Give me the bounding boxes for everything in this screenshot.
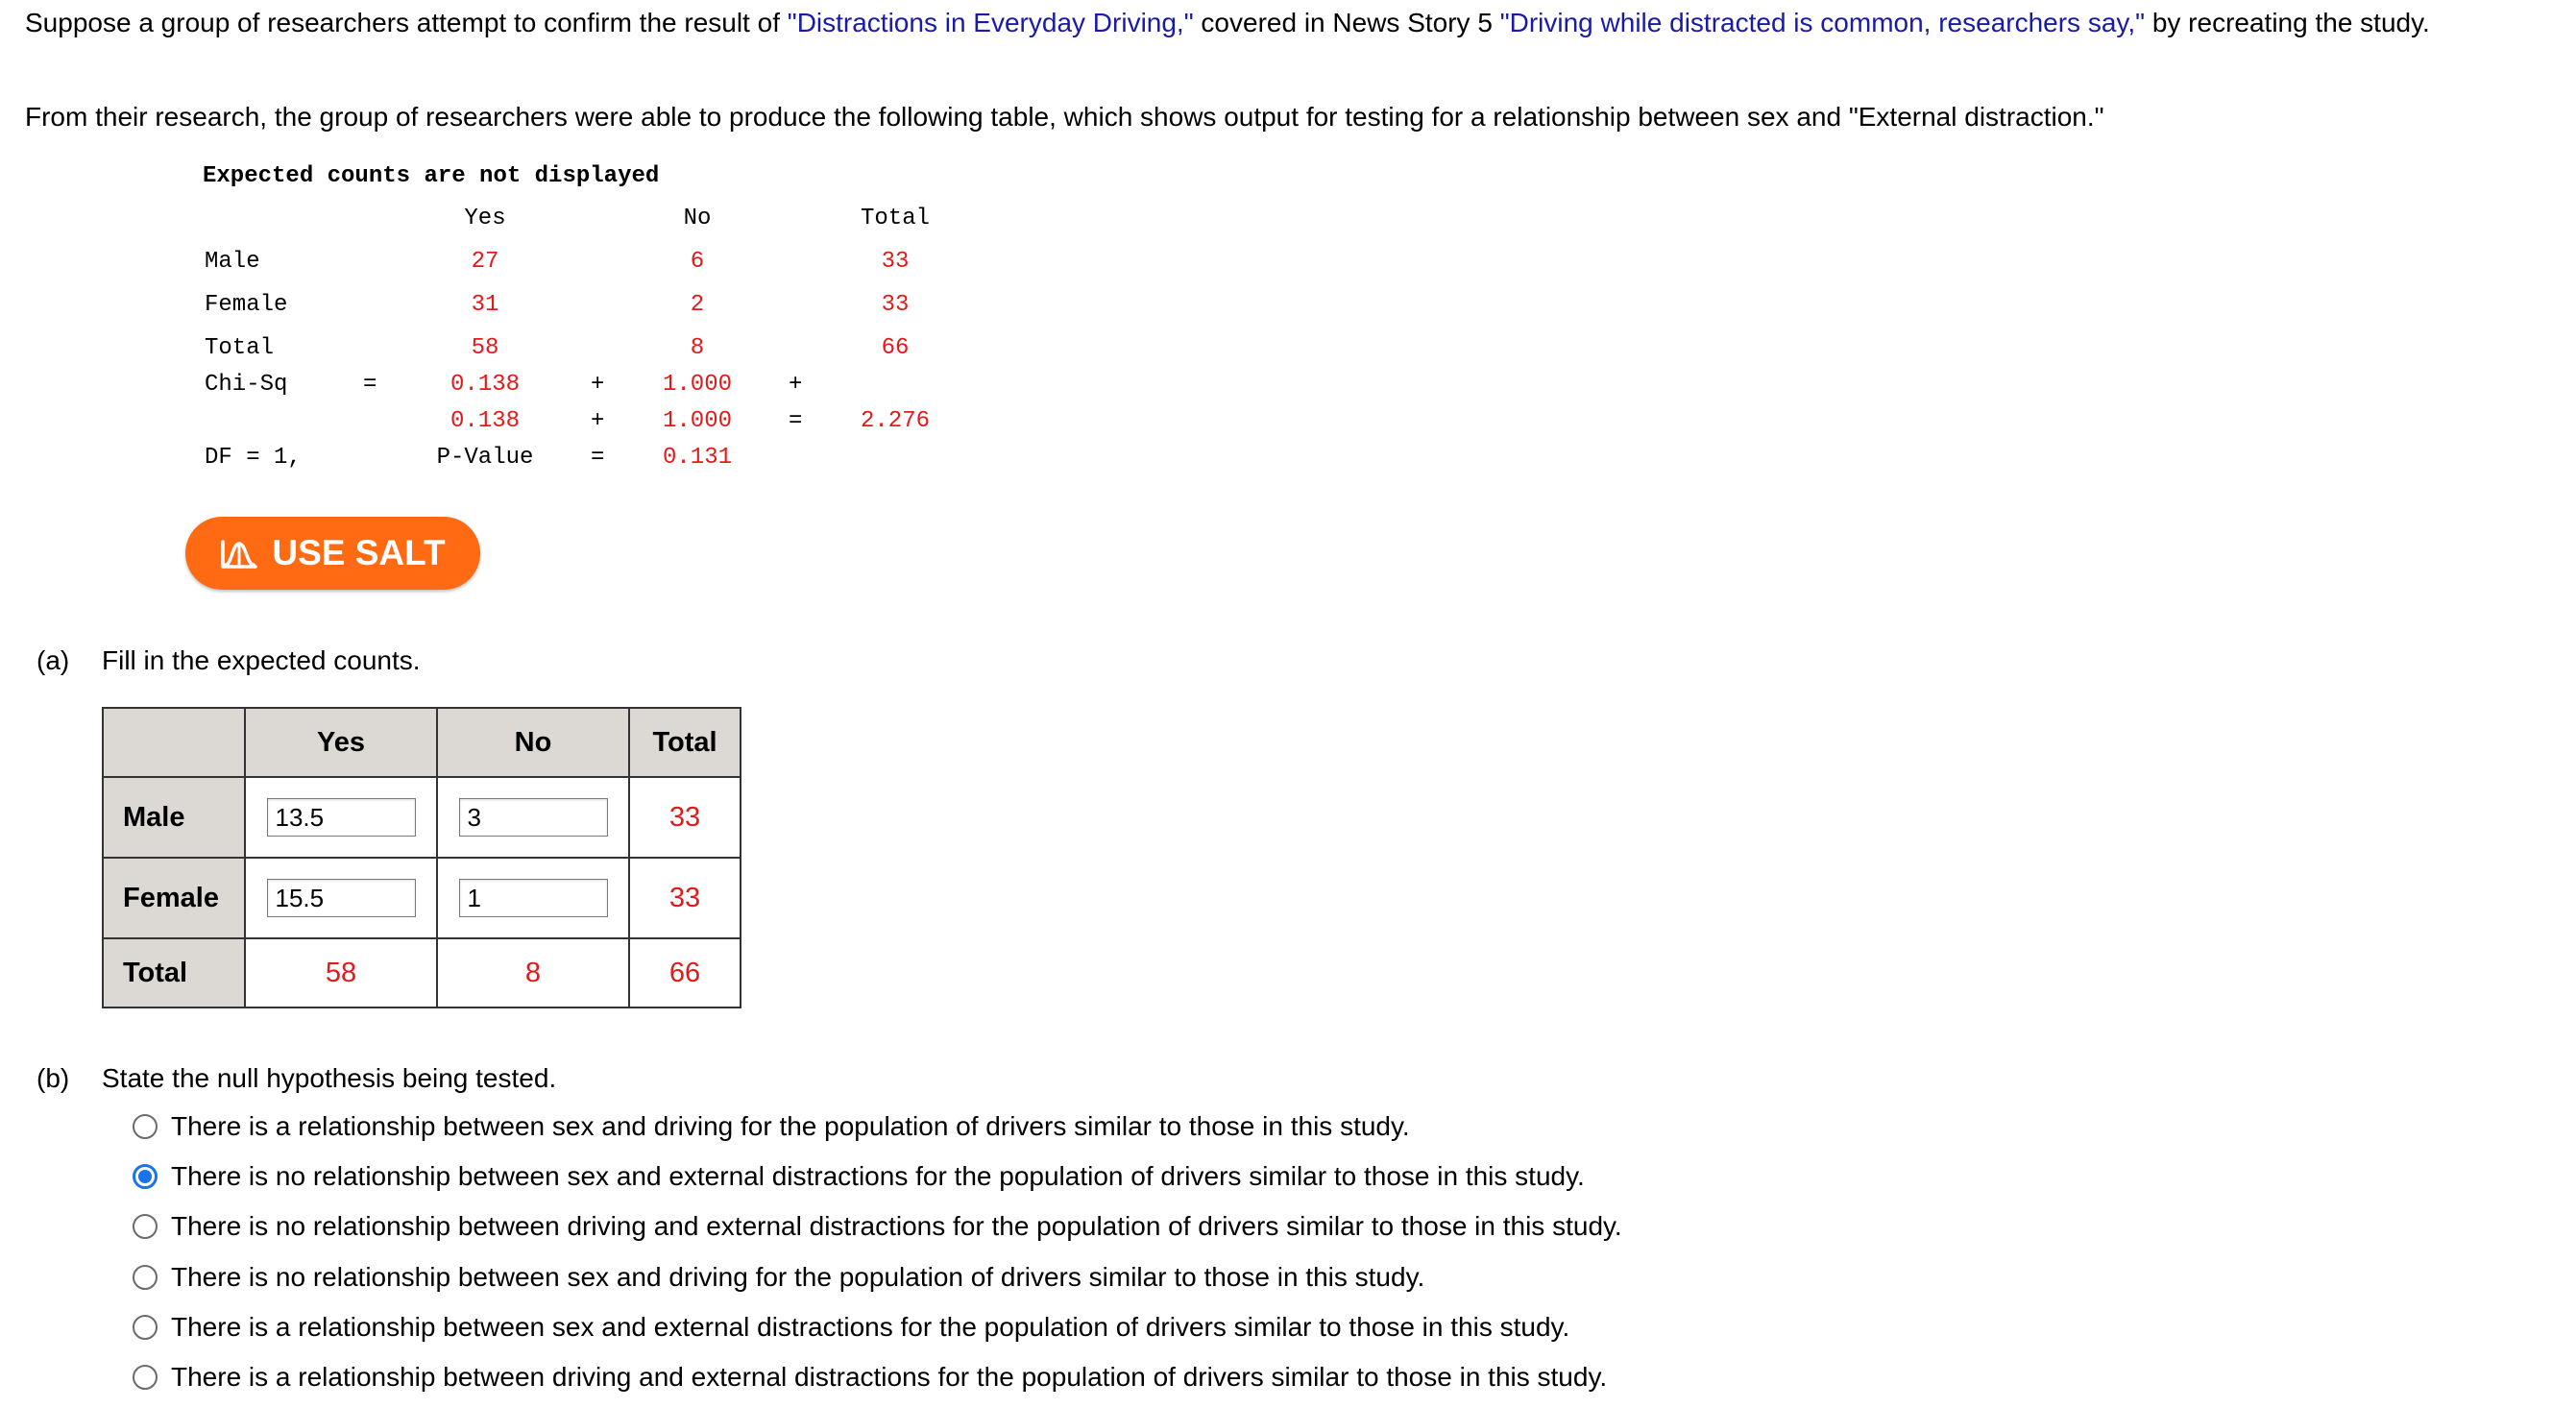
output-value: 33 (881, 249, 910, 275)
table-corner (103, 708, 245, 777)
intro-paragraph (25, 6, 2551, 40)
hypothesis-option-4[interactable] (133, 1260, 1424, 1295)
intro-text: by recreating the study. (2145, 8, 2430, 37)
male-no-input[interactable] (459, 798, 608, 837)
output-value: 2 (690, 292, 705, 318)
option-label: There is no relationship between sex and driving for the population of drivers similar to those in this study. (171, 1262, 1425, 1292)
plus-sign: + (591, 372, 605, 398)
female-yes-input[interactable] (267, 879, 416, 917)
part-a-prompt: Fill in the expected counts. (102, 645, 421, 675)
radio-button[interactable] (133, 1214, 158, 1239)
total-yes: 58 (245, 938, 437, 1007)
output-value: 33 (881, 292, 910, 318)
table-header-no: No (437, 708, 629, 777)
output-row-label: Male (205, 249, 260, 275)
row-label-total: Total (103, 938, 245, 1007)
output-value: 8 (690, 335, 705, 361)
hypothesis-option-6[interactable] (133, 1360, 1607, 1395)
pvalue-label: P-Value (436, 445, 534, 471)
output-row-label: Total (205, 335, 275, 361)
output-heading: Expected counts are not displayed (203, 163, 660, 189)
output-row-label: Female (205, 292, 288, 318)
bell-curve-icon (220, 536, 258, 570)
news-story-link[interactable]: "Driving while distracted is common, researchers say," (1499, 8, 2146, 37)
radio-button[interactable] (133, 1365, 158, 1390)
intro-paragraph-2: From their research, the group of researchers were able to produce the following table, which shows output for testing for a relationship between sex and "External distraction." (25, 102, 2104, 132)
female-no-input[interactable] (459, 879, 608, 917)
hypothesis-option-5[interactable] (133, 1310, 1569, 1345)
hypothesis-option-2[interactable] (133, 1159, 1585, 1194)
article-link-distractions[interactable]: "Distractions in Everyday Driving," (787, 8, 1194, 37)
output-value: 66 (881, 335, 910, 361)
output-col-yes: Yes (464, 206, 506, 231)
radio-button[interactable] (133, 1114, 158, 1139)
row-label-male: Male (103, 777, 245, 858)
option-label: There is a relationship between sex and external distractions for the population of drivers similar to those in this study. (171, 1312, 1570, 1342)
female-total: 33 (629, 858, 741, 938)
option-label: There is no relationship between sex and external distractions for the population of drivers similar to those in this study. (171, 1161, 1585, 1191)
hypothesis-option-3[interactable] (133, 1209, 1622, 1244)
chisq-label: Chi-Sq (205, 372, 288, 398)
equals-sign: = (591, 445, 605, 471)
output-col-no: No (683, 206, 712, 231)
option-label: There is a relationship between sex and driving for the population of drivers similar to those in this study. (171, 1111, 1410, 1141)
use-salt-label: USE SALT (272, 533, 446, 572)
expected-counts-table (102, 707, 741, 1008)
equals-sign: = (789, 408, 803, 434)
use-salt-button[interactable] (185, 517, 480, 590)
chisq-value: 1.000 (662, 372, 732, 398)
intro-text: Suppose a group of researchers attempt to confirm the result of (25, 8, 788, 37)
part-a-letter: (a) (36, 645, 70, 675)
output-value: 31 (471, 292, 499, 318)
hypothesis-option-1[interactable] (133, 1109, 1410, 1144)
option-label: There is no relationship between driving and external distractions for the population of drivers similar to those in this study. (171, 1211, 1622, 1241)
radio-button[interactable] (133, 1265, 158, 1290)
pvalue-value: 0.131 (662, 445, 732, 471)
output-col-total: Total (860, 206, 930, 231)
output-value: 27 (471, 249, 499, 275)
intro-text: covered in News Story 5 (1193, 8, 1500, 37)
row-label-female: Female (103, 858, 245, 938)
output-value: 58 (471, 335, 499, 361)
chisq-value: 1.000 (662, 408, 732, 434)
chisq-total: 2.276 (860, 408, 930, 434)
chisq-value: 0.138 (450, 372, 520, 398)
equals-sign: = (363, 372, 377, 398)
part-b-prompt: State the null hypothesis being tested. (102, 1063, 557, 1093)
table-header-total: Total (629, 708, 741, 777)
male-total: 33 (629, 777, 741, 858)
table-header-yes: Yes (245, 708, 437, 777)
radio-button-selected[interactable] (133, 1164, 158, 1189)
chisq-value: 0.138 (450, 408, 520, 434)
plus-sign: + (789, 372, 803, 398)
total-no: 8 (437, 938, 629, 1007)
df-label: DF = 1, (205, 445, 302, 471)
radio-button[interactable] (133, 1315, 158, 1340)
option-label: There is a relationship between driving and external distractions for the population of drivers similar to those in this study. (171, 1362, 1608, 1392)
output-value: 6 (690, 249, 705, 275)
part-b-letter: (b) (36, 1063, 70, 1093)
grand-total: 66 (629, 938, 741, 1007)
plus-sign: + (591, 408, 605, 434)
male-yes-input[interactable] (267, 798, 416, 837)
